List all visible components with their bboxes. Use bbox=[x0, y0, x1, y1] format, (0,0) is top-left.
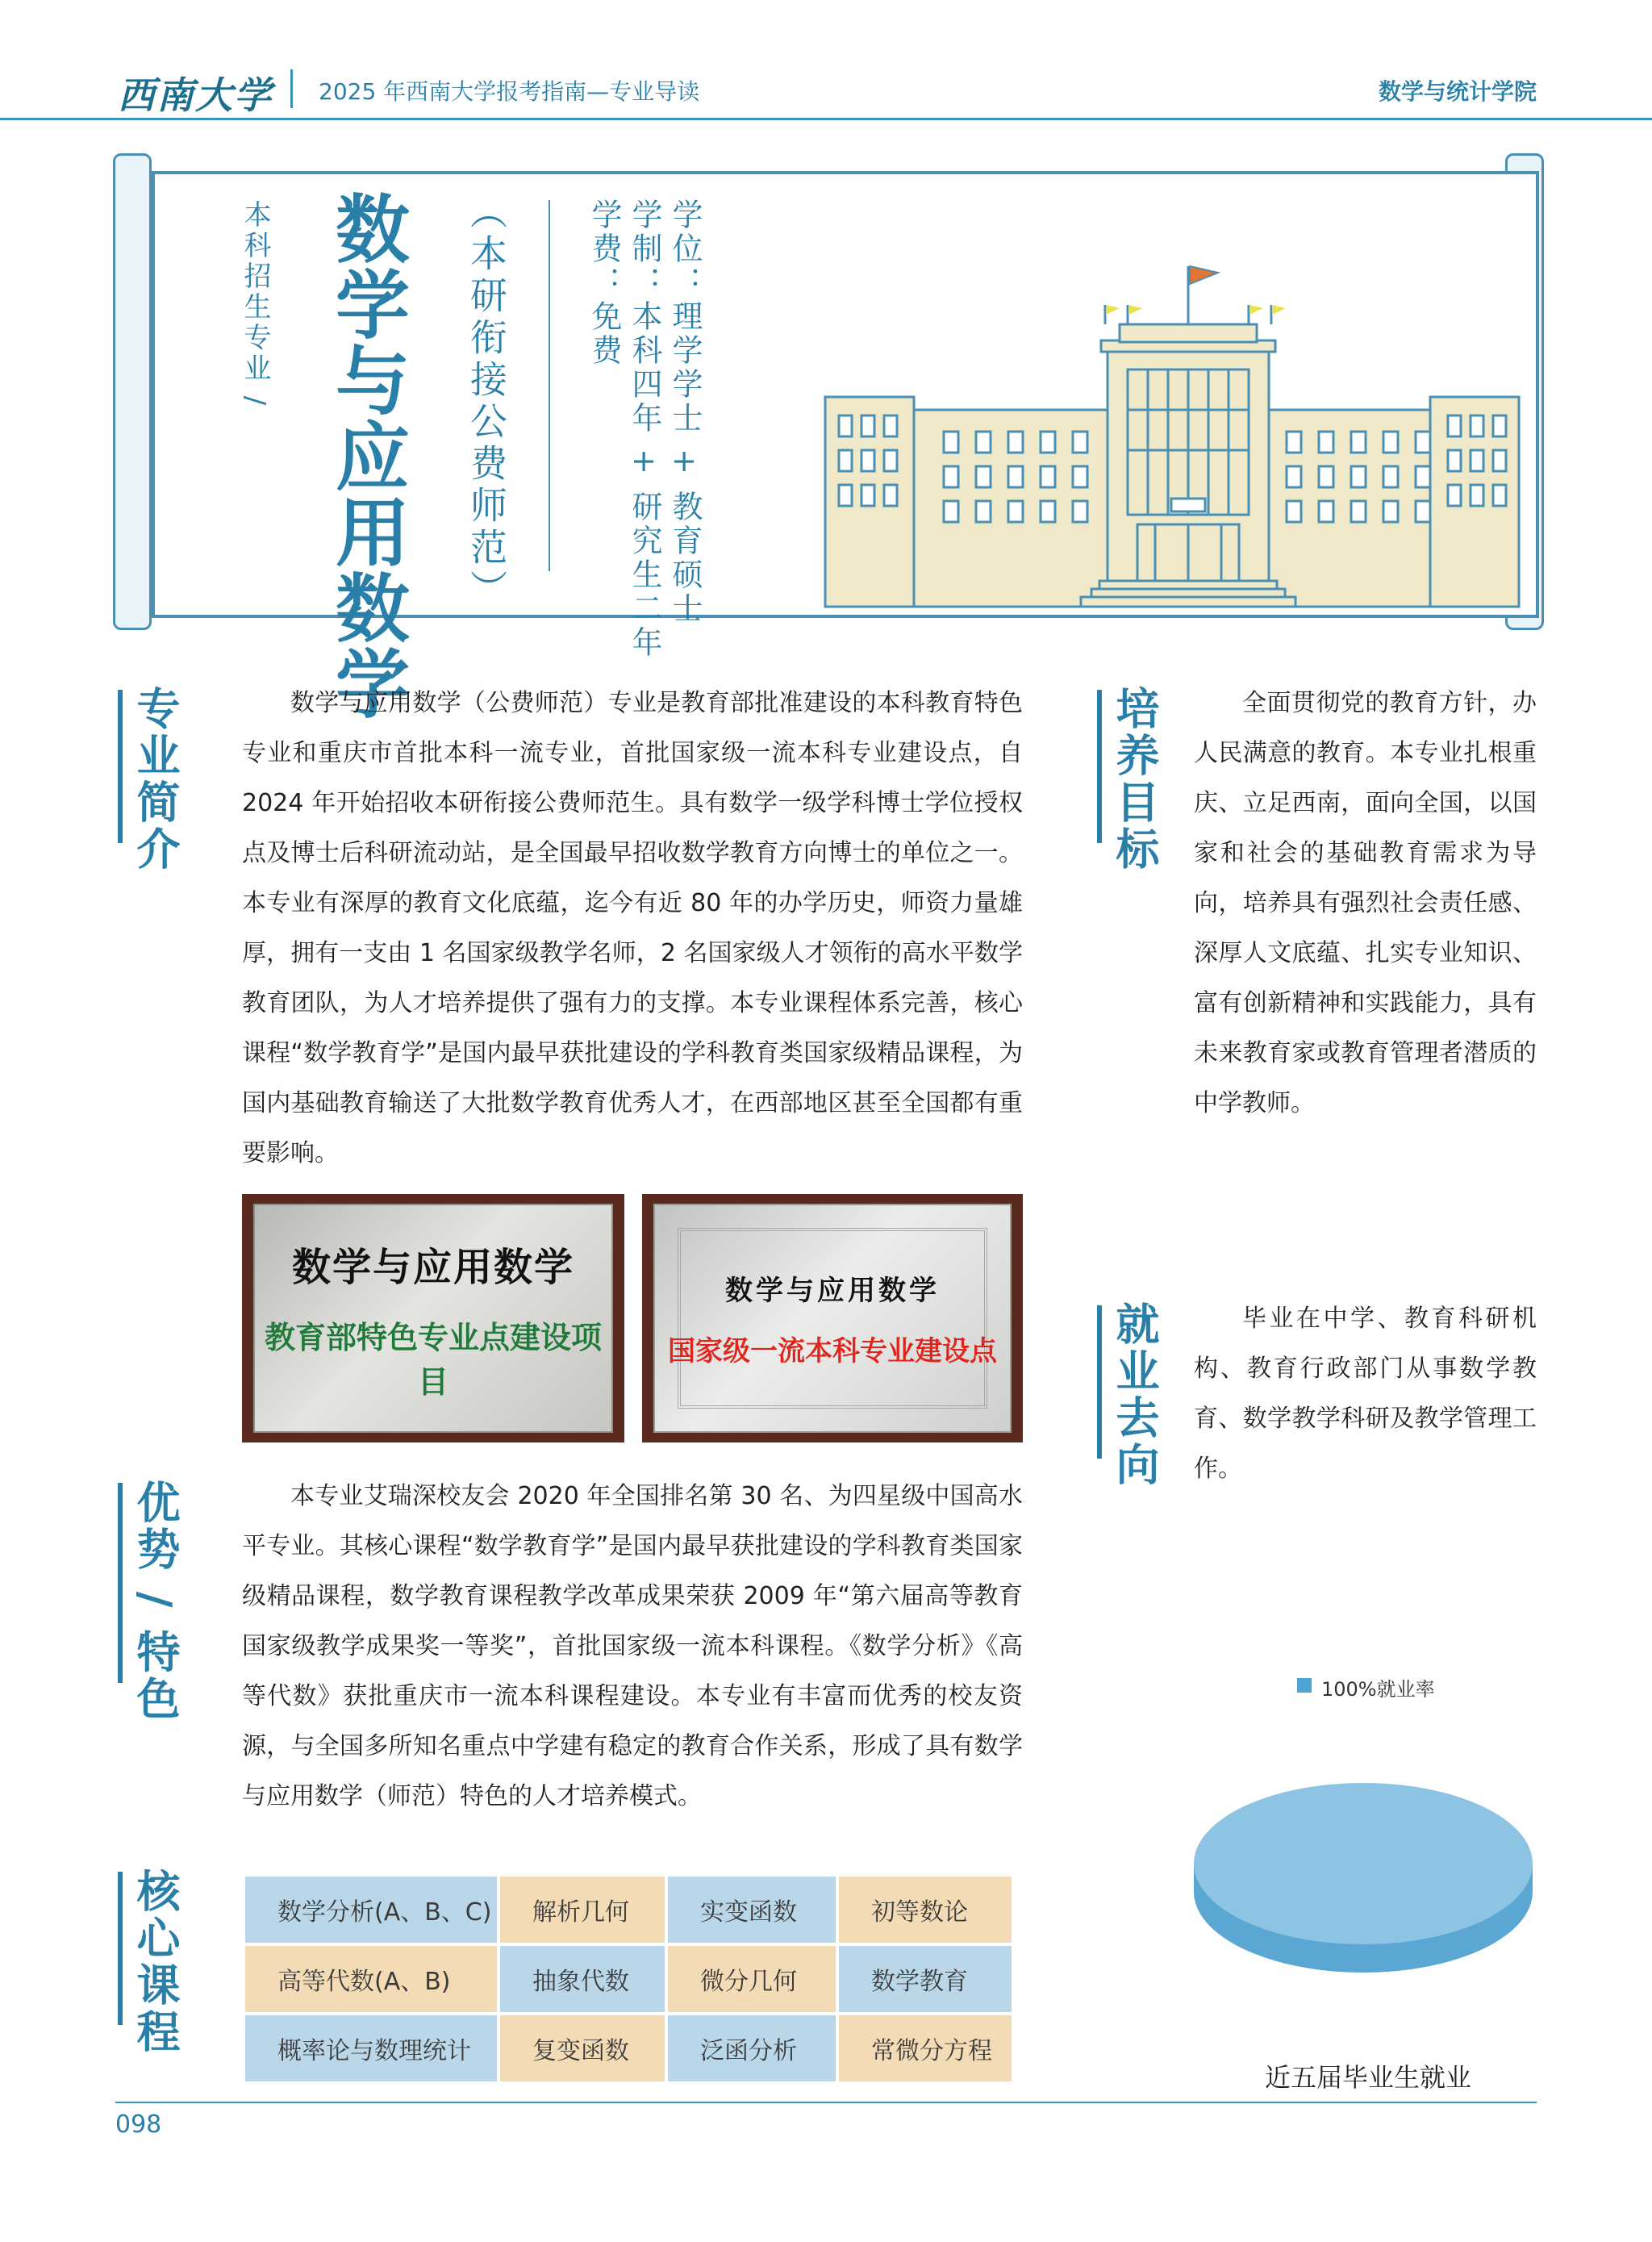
pie-caption: 近五届毕业生就业 bbox=[1265, 2062, 1472, 2093]
plaque-right bbox=[642, 1194, 1023, 1442]
legend-label: 100%就业率 bbox=[1321, 1678, 1435, 1701]
legend-swatch bbox=[1297, 1678, 1312, 1693]
table-row bbox=[245, 1946, 1012, 2012]
employment-pie-chart bbox=[1186, 1775, 1541, 1985]
career-section-title: 就业去向 bbox=[1109, 1301, 1160, 1488]
courses-section-title: 核心课程 bbox=[130, 1868, 181, 2056]
college-name: 数学与统计学院 bbox=[1378, 78, 1537, 105]
campus-building-illustration bbox=[823, 250, 1533, 613]
course-cell: 实变函数 bbox=[668, 1877, 836, 1943]
plaque-right-project: 国家级一流本科专业建设点 bbox=[668, 1335, 997, 1367]
course-cell: 数学教育 bbox=[839, 1946, 1012, 2012]
duration-info: 学制：本科四年 + 研究生二年 bbox=[627, 198, 662, 660]
advantage-paragraph bbox=[242, 1472, 1023, 1822]
advantage-section-title: 优势 / 特色 bbox=[130, 1480, 181, 1723]
banner-sub-label: 本科招生专业 / bbox=[239, 200, 271, 409]
intro-paragraph bbox=[242, 678, 1023, 1179]
course-cell: 解析几何 bbox=[500, 1877, 665, 1943]
course-cell: 初等数论 bbox=[839, 1877, 1012, 1943]
intro-section-bar bbox=[118, 690, 123, 843]
plaque-right-major: 数学与应用数学 bbox=[725, 1275, 940, 1307]
plaque-left-project: 教育部特色专业点建设项目 bbox=[264, 1319, 602, 1400]
scroll-roller-left bbox=[113, 153, 152, 630]
career-text: 毕业在中学、教育科研机构、教育行政部门从事数学教育、数学教学科研及教学管理工作。 bbox=[1194, 1305, 1537, 1483]
course-cell: 泛函分析 bbox=[668, 2015, 836, 2081]
pie-slice-top bbox=[1194, 1783, 1533, 1944]
core-courses-table bbox=[242, 1873, 1015, 2085]
goal-section-bar bbox=[1097, 690, 1102, 843]
plaque-left-major: 数学与应用数学 bbox=[291, 1244, 574, 1290]
course-cell: 概率论与数理统计 bbox=[245, 2015, 497, 2081]
goal-paragraph bbox=[1194, 678, 1537, 1129]
footer-rule bbox=[115, 2102, 1537, 2103]
table-row bbox=[245, 1877, 1012, 1943]
advantage-text: 本专业艾瑞深校友会 2020 年全国排名第 30 名、为四星级中国高水平专业。其核心课程“数学教育学”是国内最早获批建设的学科教育类国家级精品课程，数学教育课程教学改革成果荣获 2009 年“第六届高等教育国家级教学成果奖一等奖”，首批国家级一流本科课程。《数学分析》《高等代数》获批重庆市一流本科课程建设。本专业有丰富而优秀的校友资源，与全国多所知名重点中学建有稳定的教育合作关系，形成了具有数学与应用数学（师范）特色的人才培养模式。 bbox=[242, 1482, 1023, 1810]
header-separator bbox=[290, 69, 293, 108]
degree-info: 学位：理学学士 + 教育硕士 bbox=[667, 198, 703, 626]
career-section-bar bbox=[1097, 1305, 1102, 1459]
course-cell: 复变函数 bbox=[500, 2015, 665, 2081]
goal-section-title: 培养目标 bbox=[1109, 686, 1160, 873]
plaque-left bbox=[242, 1194, 624, 1442]
course-cell: 微分几何 bbox=[668, 1946, 836, 2012]
guide-title: 2025 年西南大学报考指南—专业导读 bbox=[319, 78, 700, 105]
header-rule bbox=[0, 118, 1652, 120]
banner-divider bbox=[549, 200, 550, 571]
page-number: 098 bbox=[115, 2110, 162, 2139]
course-cell: 常微分方程 bbox=[839, 2015, 1012, 2081]
course-cell: 抽象代数 bbox=[500, 1946, 665, 2012]
advantage-section-bar bbox=[118, 1483, 123, 1683]
courses-section-bar bbox=[118, 1872, 123, 2025]
course-cell: 高等代数(A、B) bbox=[245, 1946, 497, 2012]
major-note: （本研衔接公费师范） bbox=[465, 192, 508, 612]
table-row bbox=[245, 2015, 1012, 2081]
university-logo: 西南大学 bbox=[118, 73, 273, 117]
major-title: 数学与应用数学 bbox=[323, 190, 410, 721]
fee-info: 学费：免费 bbox=[586, 198, 622, 368]
career-paragraph bbox=[1194, 1294, 1537, 1494]
course-cell: 数学分析(A、B、C) bbox=[245, 1877, 497, 1943]
intro-text: 数学与应用数学（公费师范）专业是教育部批准建设的本科教育特色专业和重庆市首批本科一流专业，首批国家级一流本科专业建设点，自 2024 年开始招收本研衔接公费师范生。具有数学一级学科博士学位授权点及博士后科研流动站，是全国最早招收数学教育方向博士的单位之一。本专业有深厚的教育文化底蕴，迄今有近 80 年的办学历史，师资力量雄厚，拥有一支由 1 名国家级教学名师，2 名国家级人才领衔的高水平数学教育团队，为人才培养提供了强有力的支撑。本专业课程体系完善，核心课程“数学教育学”是国内最早获批建设的学科教育类国家级精品课程，为国内基础教育输送了大批数学教育优秀人才，在西部地区甚至全国都有重要影响。 bbox=[242, 689, 1023, 1167]
intro-section-title: 专业简介 bbox=[130, 686, 181, 873]
goal-text: 全面贯彻党的教育方针，办人民满意的教育。本专业扎根重庆、立足西南，面向全国，以国家和社会的基础教育需求为导向，培养具有强烈社会责任感、深厚人文底蕴、扎实专业知识、富有创新精神和实践能力，具有未来教育家或教育管理者潜质的中学教师。 bbox=[1194, 689, 1537, 1117]
